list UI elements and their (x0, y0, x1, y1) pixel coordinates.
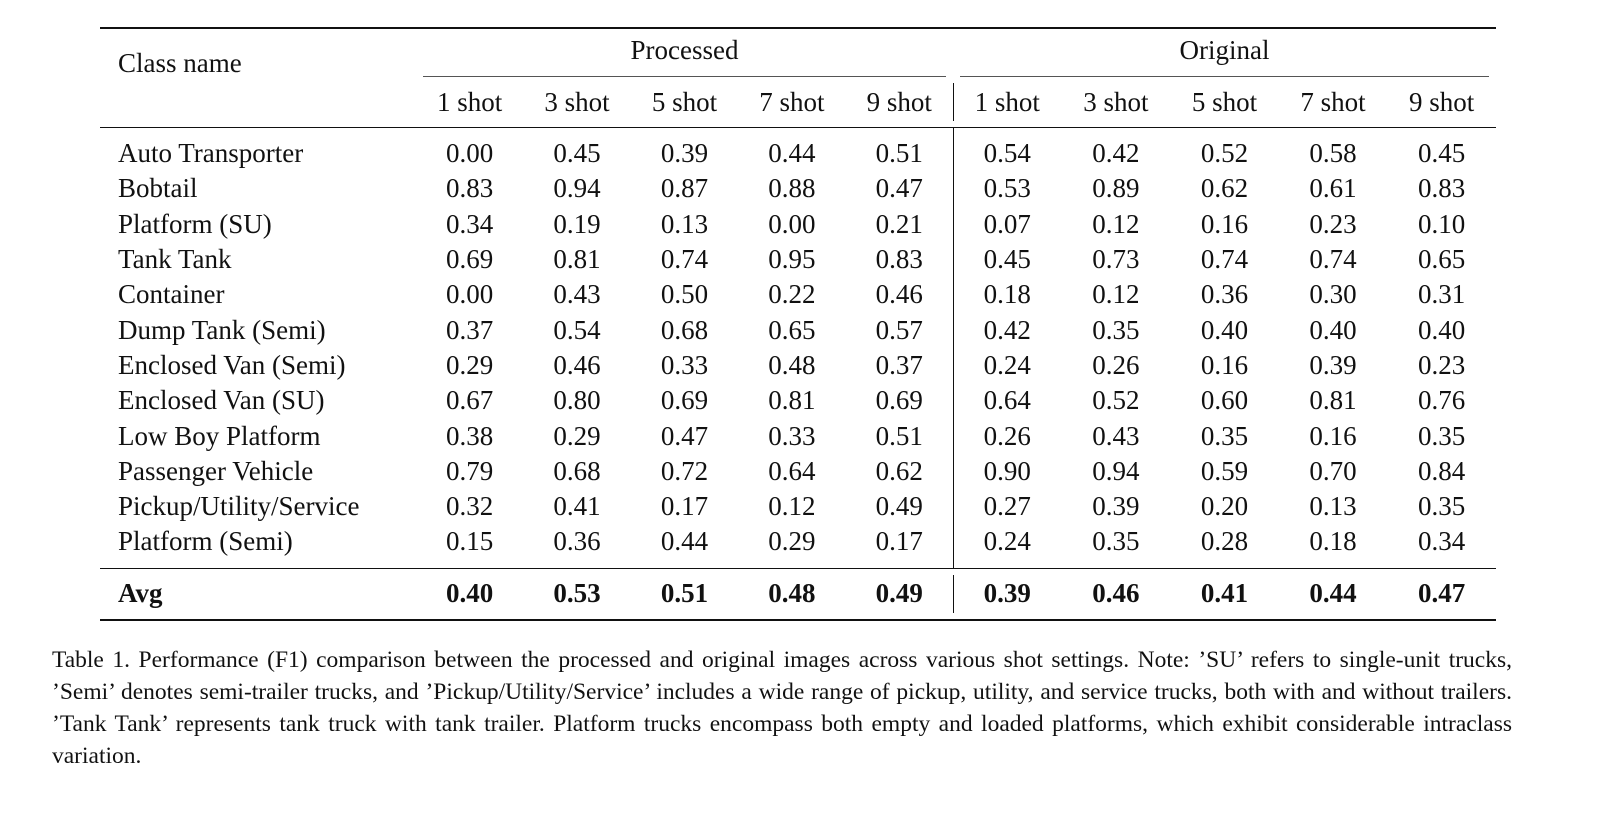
processed-value-cell: 0.69 (445, 244, 494, 275)
processed-value-cell: 0.19 (553, 208, 601, 239)
column-separator (953, 207, 954, 242)
class-name-cell: Platform (Semi) (118, 526, 293, 557)
class-name-cell: Container (118, 279, 225, 310)
processed-value-cell: 0.95 (768, 244, 816, 275)
original-value-cell: 0.40 (1418, 314, 1466, 345)
original-value: 0.24 (983, 349, 1031, 380)
processed-value-cell: 0.22 (768, 279, 816, 310)
processed-group-label: Processed (630, 35, 739, 65)
original-value-cell: 0.10 (1418, 208, 1466, 239)
original-value-cell: 0.13 (1309, 491, 1357, 522)
original-value-cell: 0.39 (1309, 349, 1357, 380)
avg-original-cell: 0.46 (1092, 578, 1140, 609)
class-name-cell: Platform (SU) (118, 208, 272, 239)
processed-value-cell: 0.48 (768, 349, 816, 380)
column-separator (953, 575, 954, 613)
processed-value-cell: 0.41 (553, 491, 601, 522)
processed-value-cell: 0.00 (445, 279, 494, 310)
processed-value-cell: 0.17 (875, 526, 923, 557)
group-header-row (100, 28, 1496, 77)
original-value-cell: 0.12 (1092, 208, 1140, 239)
original-value-cell (953, 277, 1062, 312)
column-separator (953, 277, 954, 312)
original-value-cell: 0.30 (1309, 279, 1357, 310)
processed-value-cell: 0.37 (875, 349, 923, 380)
processed-value-cell: 0.00 (445, 138, 494, 169)
original-value: 0.42 (983, 314, 1031, 345)
class-name-cell: Enclosed Van (Semi) (118, 349, 346, 380)
original-value: 0.18 (983, 279, 1031, 310)
original-value-cell: 0.16 (1309, 420, 1357, 451)
original-value-cell: 0.35 (1418, 491, 1466, 522)
avg-original-cell (953, 568, 1062, 620)
table-row (100, 348, 1496, 383)
original-value: 0.64 (983, 385, 1031, 416)
original-value-cell: 0.65 (1418, 244, 1466, 275)
processed-value-cell: 0.12 (768, 491, 816, 522)
processed-value-cell: 0.83 (875, 244, 923, 275)
class-name-cell: Dump Tank (Semi) (118, 314, 326, 345)
original-value-cell: 0.16 (1200, 208, 1249, 239)
table-row (100, 312, 1496, 347)
processed-value-cell: 0.87 (660, 173, 709, 204)
processed-value-cell: 0.46 (553, 349, 601, 380)
original-value-cell: 0.45 (1418, 138, 1466, 169)
processed-value-cell: 0.67 (445, 385, 494, 416)
processed-value-cell: 0.36 (553, 526, 601, 557)
processed-value-cell: 0.81 (768, 385, 816, 416)
table-avg-body (100, 568, 1496, 620)
original-value-cell: 0.74 (1309, 244, 1357, 275)
processed-value-cell: 0.57 (875, 314, 923, 345)
original-value: 0.54 (983, 138, 1031, 169)
processed-value-cell: 0.13 (660, 208, 709, 239)
processed-value-cell: 0.64 (768, 455, 816, 486)
original-value: 0.24 (983, 526, 1031, 557)
processed-shot-header: 7 shot (759, 86, 825, 117)
processed-value-cell: 0.69 (660, 385, 709, 416)
table-row (100, 277, 1496, 312)
original-value-cell: 0.89 (1092, 173, 1140, 204)
table-body (100, 128, 1496, 569)
class-name-cell: Passenger Vehicle (118, 455, 314, 486)
column-separator (953, 83, 954, 121)
processed-value-cell: 0.46 (875, 279, 923, 310)
original-value-cell: 0.94 (1092, 455, 1140, 486)
processed-value-cell: 0.33 (660, 349, 709, 380)
original-value-cell (953, 171, 1062, 206)
processed-shot-header: 1 shot (436, 86, 503, 117)
class-name-header: Class name (118, 48, 242, 78)
original-value-cell: 0.60 (1200, 385, 1249, 416)
original-group-label: Original (1179, 35, 1270, 65)
processed-value-cell: 0.94 (553, 173, 601, 204)
results-table (100, 27, 1496, 621)
avg-processed-cell: 0.51 (660, 578, 709, 609)
column-separator (953, 348, 954, 383)
processed-value-cell: 0.79 (445, 455, 494, 486)
processed-value-cell: 0.44 (768, 138, 816, 169)
original-value-cell: 0.59 (1200, 455, 1249, 486)
column-separator (953, 383, 954, 418)
original-value-cell: 0.84 (1418, 455, 1466, 486)
processed-value-cell: 0.47 (660, 420, 709, 451)
class-name-cell: Tank Tank (118, 244, 232, 275)
processed-shot-header: 3 shot (544, 86, 610, 117)
original-value-cell: 0.40 (1200, 314, 1249, 345)
processed-group-header (416, 28, 953, 77)
original-value: 0.53 (983, 173, 1031, 204)
original-value-cell: 0.74 (1200, 244, 1249, 275)
processed-value-cell: 0.88 (768, 173, 816, 204)
table-caption: Table 1. Performance (F1) comparison between the processed and original images across various shot settings. Note: ’SU’ refers to single-unit trucks, ’Semi’ denotes semi-trailer trucks, and ’Pickup/Utility/Service’ includes a wide range of pickup, utility, and service trucks, both with and without trailers. ’Tank Tank’ represents tank truck with tank trailer. Platform trucks encompass both empty and loaded platforms, which exhibit considerable intraclass variation. (52, 647, 1512, 769)
processed-value-cell: 0.38 (445, 420, 494, 451)
column-separator (953, 312, 954, 347)
original-value-cell: 0.39 (1092, 491, 1140, 522)
processed-value-cell: 0.65 (768, 314, 816, 345)
class-name-cell: Auto Transporter (118, 138, 304, 169)
avg-processed-cell: 0.40 (445, 578, 494, 609)
original-group-header (953, 28, 1496, 77)
original-value-cell: 0.52 (1092, 385, 1140, 416)
processed-value-cell: 0.37 (445, 314, 494, 345)
processed-value-cell: 0.83 (445, 173, 494, 204)
table-row (100, 454, 1496, 489)
column-separator (953, 242, 954, 277)
table-row (100, 128, 1496, 172)
shot-header-row (100, 77, 1496, 128)
original-value-cell: 0.12 (1092, 279, 1140, 310)
original-value-cell (953, 418, 1062, 453)
avg-original-cell: 0.44 (1309, 578, 1357, 609)
original-value-cell (953, 242, 1062, 277)
processed-value-cell: 0.34 (445, 208, 494, 239)
processed-value-cell: 0.17 (660, 491, 709, 522)
column-separator (953, 171, 954, 206)
original-value-cell: 0.42 (1092, 138, 1140, 169)
column-separator (953, 128, 954, 171)
avg-original-value: 0.39 (983, 578, 1031, 609)
avg-processed-cell: 0.48 (768, 578, 816, 609)
original-value: 0.07 (983, 208, 1031, 239)
original-value-cell: 0.43 (1092, 420, 1140, 451)
processed-value-cell: 0.33 (768, 420, 816, 451)
original-value-cell: 0.20 (1200, 491, 1249, 522)
original-value-cell: 0.61 (1309, 173, 1357, 204)
table-row (100, 418, 1496, 453)
original-value-cell: 0.23 (1418, 349, 1466, 380)
original-shot-header (953, 77, 1062, 128)
original-value: 0.26 (983, 420, 1031, 451)
processed-value-cell: 0.29 (445, 349, 494, 380)
processed-value-cell: 0.68 (553, 455, 601, 486)
original-shot-header: 3 shot (1083, 86, 1149, 117)
original-value-cell: 0.35 (1092, 526, 1140, 557)
original-value-cell (953, 207, 1062, 242)
processed-value-cell: 0.74 (660, 244, 709, 275)
table-row (100, 489, 1496, 524)
class-name-cell: Enclosed Van (SU) (118, 385, 325, 416)
table-row (100, 207, 1496, 242)
original-value-cell: 0.62 (1200, 173, 1249, 204)
table-row (100, 524, 1496, 568)
original-value-cell: 0.16 (1200, 349, 1249, 380)
avg-processed-cell: 0.53 (553, 578, 601, 609)
class-name-cell: Pickup/Utility/Service (118, 491, 360, 522)
results-table-wrapper (100, 27, 1496, 621)
column-separator (953, 489, 954, 524)
original-value-cell (953, 489, 1062, 524)
processed-value-cell: 0.80 (553, 385, 601, 416)
avg-original-cell: 0.41 (1200, 578, 1249, 609)
processed-value-cell: 0.21 (875, 208, 923, 239)
original-value-cell: 0.40 (1309, 314, 1357, 345)
processed-value-cell: 0.72 (660, 455, 709, 486)
processed-value-cell: 0.39 (660, 138, 709, 169)
original-value-cell: 0.23 (1309, 208, 1357, 239)
original-value-cell (953, 383, 1062, 418)
processed-value-cell: 0.69 (875, 385, 923, 416)
original-value-cell: 0.70 (1309, 455, 1357, 486)
class-name-cell: Bobtail (118, 173, 198, 204)
original-value-cell: 0.34 (1418, 526, 1466, 557)
avg-original-cell: 0.47 (1418, 578, 1466, 609)
processed-value-cell: 0.45 (553, 138, 601, 169)
processed-shot-header: 5 shot (651, 86, 718, 117)
column-separator (953, 454, 954, 489)
original-value-cell: 0.28 (1200, 526, 1249, 557)
table-row (100, 242, 1496, 277)
original-value: 0.45 (983, 244, 1031, 275)
original-shot-header: 5 shot (1191, 86, 1258, 117)
avg-label: Avg (118, 578, 163, 609)
processed-value-cell: 0.50 (660, 279, 709, 310)
processed-value-cell: 0.44 (660, 526, 709, 557)
avg-processed-cell: 0.49 (875, 578, 923, 609)
column-separator (953, 418, 954, 453)
original-value-cell: 0.26 (1092, 349, 1140, 380)
shot-header-empty (100, 77, 416, 128)
class-name-cell: Low Boy Platform (118, 420, 321, 451)
processed-value-cell: 0.51 (875, 138, 923, 169)
avg-row (100, 568, 1496, 620)
original-value-cell: 0.35 (1418, 420, 1466, 451)
original-value-cell: 0.31 (1418, 279, 1466, 310)
original-value: 0.27 (983, 491, 1031, 522)
table-row (100, 383, 1496, 418)
original-value-cell (953, 454, 1062, 489)
original-value-cell (953, 312, 1062, 347)
column-separator (953, 524, 954, 567)
original-value-cell: 0.83 (1418, 173, 1466, 204)
processed-value-cell: 0.54 (553, 314, 601, 345)
original-shot-label: 1 shot (974, 86, 1040, 117)
processed-value-cell: 0.32 (445, 491, 494, 522)
original-value: 0.90 (983, 455, 1031, 486)
original-value-cell: 0.73 (1092, 244, 1140, 275)
processed-value-cell: 0.00 (768, 208, 816, 239)
original-shot-header: 7 shot (1300, 86, 1366, 117)
processed-value-cell: 0.62 (875, 455, 923, 486)
original-shot-header: 9 shot (1409, 86, 1475, 117)
original-value-cell (953, 524, 1062, 568)
processed-shot-header: 9 shot (866, 86, 932, 117)
processed-value-cell: 0.43 (553, 279, 601, 310)
original-value-cell: 0.18 (1309, 526, 1357, 557)
original-value-cell: 0.81 (1309, 385, 1357, 416)
original-value-cell: 0.35 (1092, 314, 1140, 345)
original-value-cell (953, 128, 1062, 172)
original-value-cell: 0.52 (1200, 138, 1249, 169)
table-row (100, 171, 1496, 206)
original-value-cell: 0.76 (1418, 385, 1466, 416)
processed-value-cell: 0.47 (875, 173, 923, 204)
processed-value-cell: 0.68 (660, 314, 709, 345)
processed-value-cell: 0.29 (553, 420, 601, 451)
original-value-cell: 0.58 (1309, 138, 1357, 169)
original-value-cell (953, 348, 1062, 383)
processed-value-cell: 0.51 (875, 420, 923, 451)
original-value-cell: 0.36 (1200, 279, 1249, 310)
processed-value-cell: 0.81 (553, 244, 601, 275)
processed-value-cell: 0.49 (875, 491, 923, 522)
processed-value-cell: 0.15 (445, 526, 494, 557)
processed-value-cell: 0.29 (768, 526, 816, 557)
original-value-cell: 0.35 (1200, 420, 1249, 451)
